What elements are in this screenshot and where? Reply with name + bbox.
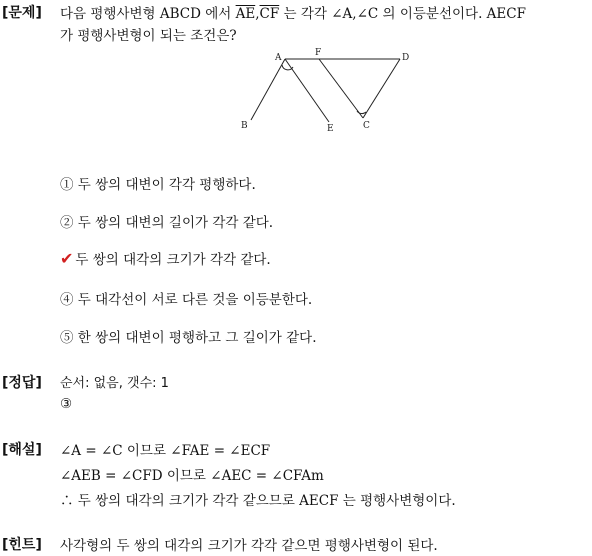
point-label-d: D (402, 53, 410, 63)
choice-2[interactable] (60, 211, 273, 231)
problem-text-line1 (60, 2, 526, 22)
explanation-line1: ∠A = ∠C 이므로 ∠FAE = ∠ECF (60, 443, 271, 459)
answer-line1: 순서: 없음, 갯수: 1 (60, 376, 169, 391)
segment-cf: $\overline{CF}$ (259, 6, 280, 22)
point-label-e: E (327, 124, 334, 134)
choice-1-marker: ① (60, 177, 74, 193)
bisector-cf (319, 59, 363, 118)
parallelogram-figure (230, 44, 420, 136)
hint-text: 사각형의 두 쌍의 대각의 크기가 각각 같으면 평행사변형이 된다. (60, 538, 438, 554)
choice-5[interactable] (60, 326, 317, 346)
segment-comma: , (255, 6, 260, 22)
choice-3-text: 두 쌍의 대각의 크기가 각각 같다. (75, 252, 271, 268)
choice-4-text: 두 대각선이 서로 다른 것을 이등분한다. (77, 292, 313, 308)
problem-line1-suffix: 는 각각 ∠A,∠C 의 이등분선이다. AECF (279, 6, 526, 22)
choice-1-text: 두 쌍의 대변이 각각 평행하다. (77, 177, 256, 193)
choice-2-marker: ② (60, 215, 74, 231)
explanation-label: [해설] (2, 442, 42, 458)
point-label-f: F (315, 48, 322, 58)
explanation-line2: ∠AEB = ∠CFD 이므로 ∠AEC = ∠CFAm (60, 468, 324, 484)
problem-line1-prefix: 다음 평행사변형 ABCD 에서 (60, 6, 236, 22)
side-ab (251, 59, 285, 120)
choice-5-text: 한 쌍의 대변이 평행하고 그 길이가 같다. (77, 330, 317, 346)
point-label-a: A (275, 53, 282, 63)
answer-label: [정답] (2, 375, 42, 391)
choice-3[interactable] (60, 248, 271, 268)
choice-5-marker: ⑤ (60, 330, 74, 346)
segment-ae: $\overline{AE}$ (235, 6, 256, 22)
hint-label: [힌트] (2, 537, 42, 553)
explanation-line3: ∴ 두 쌍의 대각의 크기가 각각 같으므로 AECF 는 평행사변형이다. (60, 493, 456, 509)
choice-4[interactable] (60, 288, 312, 308)
choice-2-text: 두 쌍의 대변의 길이가 각각 같다. (77, 215, 274, 231)
choice-4-marker: ④ (60, 292, 74, 308)
side-dc (363, 59, 400, 118)
problem-text-line2: 가 평행사변형이 되는 조건은? (60, 28, 237, 44)
choice-1[interactable] (60, 173, 256, 193)
point-label-c: C (363, 121, 370, 131)
checkmark-icon: ✔ (60, 249, 74, 268)
point-label-b: B (241, 121, 248, 131)
problem-label: [문제] (2, 5, 42, 21)
answer-value: ③ (60, 396, 73, 412)
